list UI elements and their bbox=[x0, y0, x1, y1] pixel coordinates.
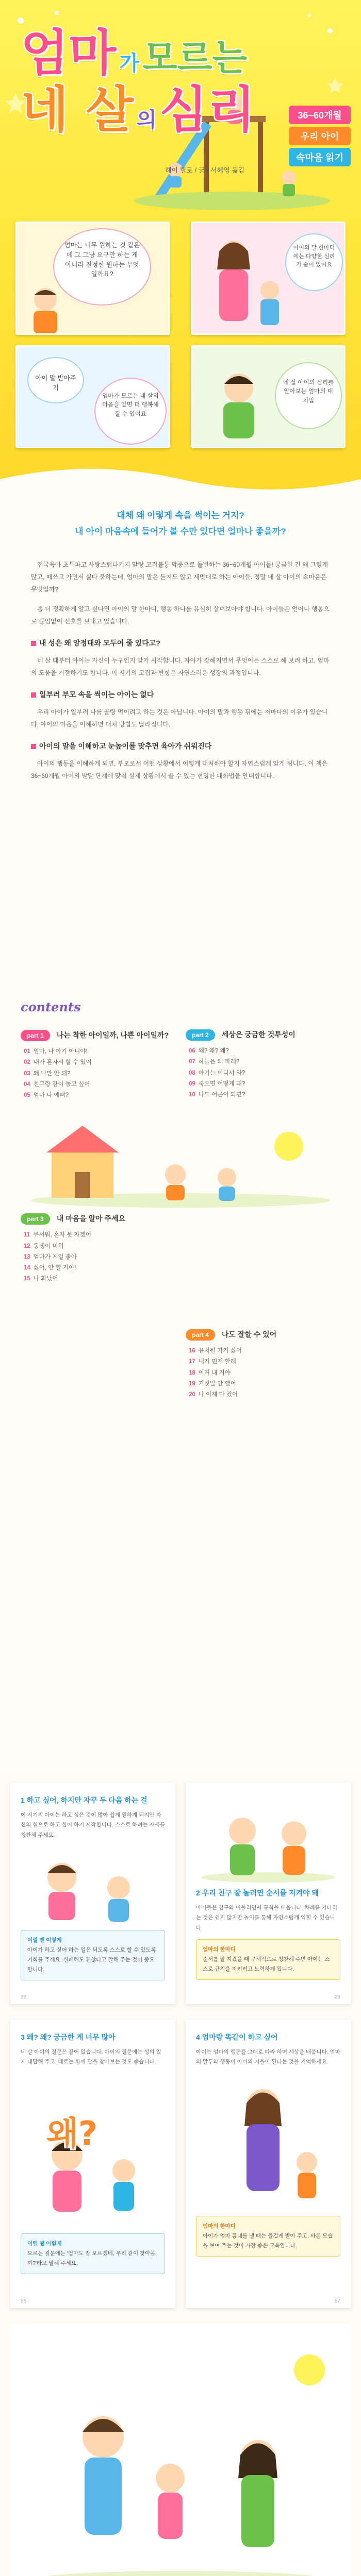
intro-section-title bbox=[31, 739, 330, 753]
item-number: 19 bbox=[189, 1380, 195, 1387]
item-title: 거짓말 안 했어 bbox=[198, 1380, 236, 1387]
tip-box-text: 순서를 잘 지켰을 때 구체적으로 칭찬해 주면 아이는 스스로 규칙을 지키려고 노력하게 됩니다. bbox=[203, 1956, 330, 1973]
sample-illustration bbox=[21, 1846, 165, 1924]
book-cover bbox=[0, 0, 361, 464]
badge-age-range: 36~60개월 bbox=[289, 106, 351, 124]
sample-illustration bbox=[196, 1795, 340, 1883]
scene-panel-4 bbox=[191, 345, 346, 448]
toc-item[interactable] bbox=[24, 1057, 175, 1068]
item-title: 왜? 왜? 왜? bbox=[198, 1048, 229, 1054]
item-number: 17 bbox=[189, 1359, 195, 1365]
toc-part bbox=[186, 1029, 340, 1100]
tip-box bbox=[196, 1939, 340, 1980]
toc-item[interactable] bbox=[189, 1357, 340, 1367]
item-number: 12 bbox=[24, 1243, 30, 1249]
cover-title bbox=[21, 24, 256, 139]
tip-box-text: 아이가 엄마 흉내를 낼 때는 즐겁게 받아 주고, 바른 모습을 보여 주는 것이 가장 좋은 교육입니다. bbox=[203, 2232, 333, 2249]
tip-box bbox=[21, 1930, 165, 1980]
item-number: 18 bbox=[189, 1369, 195, 1376]
cover-author: 헤이 릴로 / 글 | 서혜영 옮김 bbox=[165, 166, 245, 174]
sample-text: 이 시기의 아이는 하고 싶은 것이 많아 쉽게 원하게 되지만 자신의 힘으로 하고 싶어 하기 시작합니다. 스스로 하려는 자세를 칭찬해 주세요. bbox=[21, 1812, 165, 1838]
item-number: 05 bbox=[24, 1092, 30, 1099]
item-number: 09 bbox=[189, 1080, 195, 1087]
part-title: 세상은 궁금한 것투성이 bbox=[221, 1030, 296, 1039]
part-item-list bbox=[21, 1230, 175, 1284]
sample-title: 3 왜? 왜? 궁금한 게 너무 많아 bbox=[21, 2033, 116, 2041]
item-number: 07 bbox=[189, 1059, 195, 1065]
tip-box bbox=[21, 2233, 165, 2274]
scene-bubble-1: 엄마는 너무 원하는 것 같은데 그 그냥 요구만 하는 게 아니라 진정한 원하는 무엇일까요? bbox=[53, 228, 151, 306]
tip-box-text: 모르는 질문에는 '엄마도 잘 모르겠네, 우리 같이 찾아볼까?'라고 말해 주세요. bbox=[27, 2250, 156, 2266]
child-figure-1 bbox=[22, 285, 69, 335]
item-title: 친구랑 같이 놀고 싶어 bbox=[33, 1081, 90, 1088]
toc-item[interactable] bbox=[189, 1389, 340, 1400]
item-number: 20 bbox=[189, 1392, 195, 1398]
toc-item[interactable] bbox=[189, 1079, 340, 1090]
item-title: 하늘은 왜 파래? bbox=[198, 1059, 240, 1065]
scene-panel-2 bbox=[191, 222, 346, 335]
toc-item[interactable] bbox=[24, 1046, 175, 1057]
item-title: 엄마, 나 아기 아니야! bbox=[33, 1048, 88, 1055]
why-graphic-text: 왜? bbox=[46, 2115, 97, 2153]
tip-box-title: 엄마의 한마디 bbox=[203, 2223, 236, 2229]
part-item-list bbox=[186, 1046, 340, 1100]
part-item-list bbox=[186, 1346, 340, 1400]
section-title-text: 아이의 말을 이해하고 눈높이를 맞추면 육아가 쉬워진다 bbox=[39, 741, 212, 750]
sample-illustration bbox=[196, 2075, 340, 2209]
toc-item[interactable] bbox=[189, 1379, 340, 1389]
item-number: 01 bbox=[24, 1048, 30, 1055]
sample-pages bbox=[0, 1772, 361, 2576]
item-title: 엄마 나 예뻐? bbox=[33, 1092, 69, 1099]
toc-illustration bbox=[21, 1115, 340, 1208]
intro-paragraph: 좀 더 정확하게 알고 싶다면 아이의 말 한마디, 행동 하나를 유심히 살펴보아야 합니다. 아이들은 언어나 행동으로 끊임없이 신호를 보내고 있습니다. bbox=[31, 605, 330, 625]
toc-item[interactable] bbox=[24, 1079, 175, 1090]
item-title: 내가 먼저 할래 bbox=[198, 1359, 236, 1365]
footer-illustration bbox=[0, 2324, 361, 2576]
part-item-list bbox=[21, 1046, 175, 1101]
sample-title: 4 엄마랑 똑같이 하고 싶어 bbox=[196, 2033, 278, 2041]
item-title: 싫어, 안 할 거야! bbox=[33, 1265, 76, 1272]
page-number: 22 bbox=[21, 1994, 27, 2000]
toc-part bbox=[21, 1030, 175, 1101]
item-title: 죽으면 어떻게 돼? bbox=[198, 1080, 245, 1087]
sample-page-1 bbox=[10, 1783, 175, 2004]
square-bullet-icon bbox=[31, 744, 36, 749]
child-figure-2 bbox=[203, 367, 275, 445]
sample-text: 아이는 엄마의 행동을 그대로 따라 하며 세상을 배웁니다. 엄마의 말투와 행동이 아이의 거울이 된다는 것을 기억하세요. bbox=[196, 2049, 340, 2065]
part-title: 내 마음을 알아 주세요 bbox=[56, 1214, 126, 1223]
intro-section-title bbox=[31, 636, 330, 650]
sample-page-2 bbox=[186, 1783, 351, 2004]
part-label: part 1 bbox=[21, 1030, 50, 1041]
item-title: 내가 혼자서 할 수 있어 bbox=[33, 1059, 92, 1066]
contents-heading: contents bbox=[21, 999, 81, 1014]
part-title: 나는 착한 아이일까, 나쁜 아이일까? bbox=[56, 1031, 169, 1039]
item-number: 02 bbox=[24, 1059, 30, 1066]
tip-box-title: 이럴 땐 이렇게 bbox=[27, 2240, 62, 2247]
toc-item[interactable] bbox=[24, 1241, 175, 1252]
title-word-psychology: 심리 bbox=[159, 81, 256, 139]
badge-our-child: 우리 아이 bbox=[289, 127, 351, 145]
item-number: 15 bbox=[24, 1276, 30, 1282]
tip-box-text: 아이가 하고 싶어 하는 일은 되도록 스스로 할 수 있도록 기회를 주세요. 실패해도 괜찮다고 말해 주는 것이 중요합니다. bbox=[27, 1947, 156, 1973]
intro-section-text: 아이의 행동을 이해하게 되면, 부모로서 어떤 상황에서 어떻게 대처해야 할지 자연스럽게 알게 됩니다. 이 책은 36~60개월 아이의 발달 단계에 맞춰 실제 상황에서 쓸 수 있는 현명한 대화법을 안내합니다. bbox=[31, 759, 328, 779]
scene-panel-3 bbox=[15, 345, 170, 448]
section-title-text: 내 성은 왜 앙정대와 모두어 줄 있다고? bbox=[39, 638, 160, 647]
item-title: 유치원 가기 싫어 bbox=[198, 1348, 242, 1354]
square-bullet-icon bbox=[31, 692, 36, 698]
item-title: 나 이제 다 컸어 bbox=[198, 1392, 238, 1398]
table-of-contents bbox=[21, 999, 340, 1398]
item-title: 나 화났어 bbox=[33, 1276, 58, 1282]
title-particle-ui: 의 bbox=[136, 108, 157, 132]
item-number: 13 bbox=[24, 1253, 30, 1260]
intro-body bbox=[0, 540, 361, 782]
toc-part bbox=[186, 1329, 340, 1400]
toc-item[interactable] bbox=[24, 1263, 175, 1274]
part-label: part 2 bbox=[186, 1029, 215, 1041]
sample-page-4 bbox=[186, 2020, 351, 2308]
age-badge bbox=[289, 106, 351, 169]
page-number: 23 bbox=[334, 1994, 340, 2000]
item-number: 16 bbox=[189, 1348, 195, 1354]
item-title: 무서워, 혼자 못 자겠어 bbox=[33, 1232, 91, 1239]
item-title: 나도 어른이 되면? bbox=[198, 1092, 245, 1098]
intro-section-text: 우리 아이가 일부러 나를 골탕 먹이려고 하는 것은 아닙니다. 아이의 말과 행동 뒤에는 저마다의 이유가 있습니다. 아이의 마음을 이해하면 대처 방법도 달라집니다. bbox=[31, 708, 328, 728]
intro-wave bbox=[0, 464, 361, 505]
sample-page-3 bbox=[10, 2020, 175, 2308]
part-label: part 3 bbox=[21, 1213, 50, 1225]
square-bullet-icon bbox=[31, 641, 36, 646]
intro-question-1: 대체 왜 이렇게 속을 썩이는 거지? bbox=[117, 511, 244, 520]
sample-text: 네 살 아이의 질문은 끝이 없습니다. 아이의 질문에는 성의 있게 대답해 주고, 때로는 함께 답을 찾아보는 것도 좋습니다. bbox=[21, 2049, 161, 2065]
toc-item[interactable] bbox=[189, 1090, 340, 1100]
toc-item[interactable] bbox=[24, 1274, 175, 1284]
toc-item[interactable] bbox=[24, 1069, 175, 1079]
item-number: 06 bbox=[189, 1048, 195, 1054]
sample-text: 아이들은 친구와 어울리면서 규칙을 배웁니다. 차례를 기다리는 것은 쉽지 않지만 놀이를 통해 자연스럽게 익힐 수 있습니다. bbox=[196, 1905, 337, 1931]
page-number: 56 bbox=[21, 2298, 27, 2304]
intro-paragraph: 전국육아 초특파고 사랑스럽다거지 말랑 고집불통 막중으로 돌변하는 36~60개월 아이들! 궁금한 건 왜 그렇게 많고, 떼쓰고 가면서 싫다 붙하는데, 엄마의 말은 듣지도 않고 제멋대로 하는 아이들. 정말 네 살 아이의 속마음은 무엇일까? bbox=[31, 561, 328, 593]
item-number: 08 bbox=[189, 1070, 195, 1076]
item-number: 14 bbox=[24, 1265, 30, 1272]
scene-bubble-4: 엄마가 모르는 네 살의 마음을 알면 더 행복해질 수 있어요 bbox=[94, 378, 167, 445]
intro-section bbox=[0, 464, 361, 1772]
sample-title: 2 우리 친구 잘 놀려면 순서를 지켜야 돼 bbox=[196, 1889, 319, 1897]
scene-bubble-3: 아이 말 받아주기 bbox=[27, 357, 84, 403]
tip-box bbox=[196, 2216, 340, 2257]
toc-item[interactable] bbox=[189, 1368, 340, 1379]
section-title-text: 일부러 부모 속을 썩이는 아이는 없다 bbox=[39, 690, 154, 699]
title-word-unknown: 모르는 bbox=[142, 37, 247, 79]
scene-bubble-2: 아이의 말 한마디에는 다양한 심리가 숨어 있어요 bbox=[285, 233, 343, 291]
mother-child-figure bbox=[203, 233, 290, 331]
tip-box-title: 엄마의 한마디 bbox=[203, 1946, 236, 1953]
badge-mind-reading: 속마음 읽기 bbox=[289, 148, 351, 166]
item-title: 엄마가 제일 좋아 bbox=[33, 1253, 77, 1260]
title-particle-ga: 가 bbox=[119, 52, 140, 75]
item-number: 11 bbox=[24, 1232, 30, 1239]
item-number: 03 bbox=[24, 1070, 30, 1077]
item-title: 왜 나만 안 돼? bbox=[33, 1070, 71, 1077]
item-title: 이거 내 거야 bbox=[198, 1369, 231, 1376]
tip-box-title: 이럴 땐 이렇게 bbox=[27, 1937, 62, 1944]
intro-section-text: 네 살 때부터 아이는 자신이 누구인지 알기 시작합니다. 자아가 강해지면서 무엇이든 스스로 해 보려 하고, 엄마의 도움을 거절하기도 합니다. 이 시기의 고집과 반항은 자연스러운 성장의 과정입니다. bbox=[31, 656, 330, 676]
item-number: 04 bbox=[24, 1081, 30, 1088]
item-title: 동생이 미워 bbox=[33, 1243, 64, 1249]
toc-item[interactable] bbox=[189, 1046, 340, 1057]
intro-section-title bbox=[31, 687, 330, 702]
intro-question-2: 내 아이 마음속에 들어가 볼 수만 있다면 얼마나 좋을까? bbox=[75, 527, 286, 537]
title-word-mom: 엄마 bbox=[21, 24, 117, 82]
scene-bubble-5: 네 살 아이의 심리를 알아보는 엄마의 대처법 bbox=[275, 362, 342, 429]
part-title: 나도 잘할 수 있어 bbox=[221, 1330, 277, 1338]
part-label: part 4 bbox=[186, 1329, 215, 1341]
toc-item[interactable] bbox=[24, 1090, 175, 1101]
sample-title: 1 하고 싶어, 하지만 자꾸 두 다음 하는 걸 bbox=[21, 1796, 147, 1804]
item-title: 아기는 어디서 와? bbox=[198, 1070, 245, 1076]
toc-item[interactable] bbox=[189, 1068, 340, 1079]
scene-panel-1 bbox=[15, 222, 170, 335]
toc-item[interactable] bbox=[189, 1346, 340, 1357]
item-number: 10 bbox=[189, 1092, 195, 1098]
toc-item[interactable] bbox=[24, 1252, 175, 1263]
toc-item[interactable] bbox=[189, 1057, 340, 1067]
toc-item[interactable] bbox=[24, 1230, 175, 1241]
page-number: 57 bbox=[334, 2298, 340, 2304]
toc-part bbox=[21, 1213, 175, 1284]
title-word-four-year: 네 살 bbox=[21, 81, 134, 139]
